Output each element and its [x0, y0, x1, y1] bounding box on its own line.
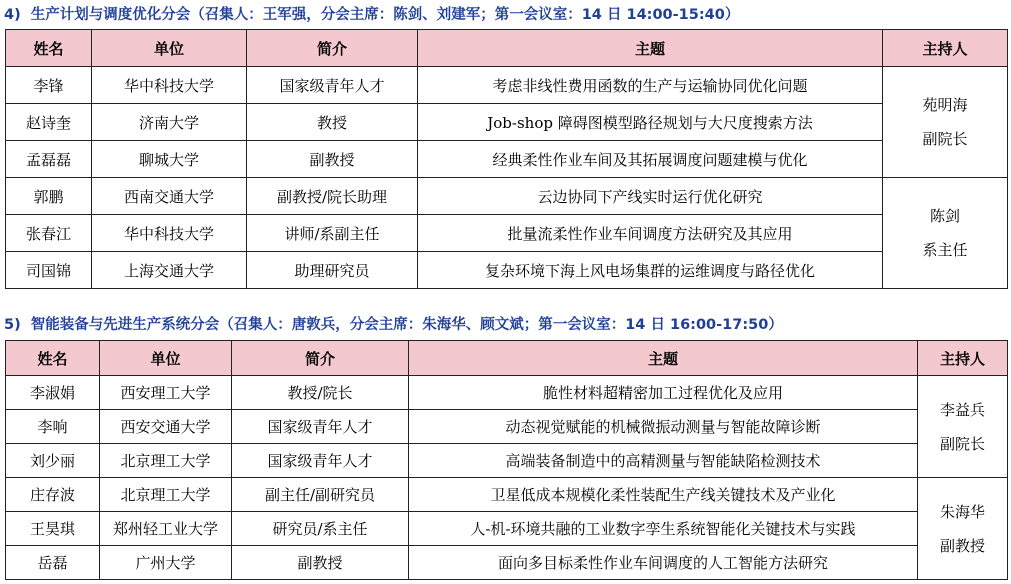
- table-row: [6, 444, 1008, 478]
- section-4-title: 生产计划与调度优化分会（召集人：王军强，分会主席：陈剑、刘建军；第一会议室：14 日 14:00-15:40）: [30, 7, 740, 23]
- speaker-name: 李淑娟: [6, 376, 100, 410]
- speaker-intro: 教授/院长: [232, 376, 409, 410]
- host-cell: [883, 67, 1008, 178]
- section-4-table: [5, 29, 1008, 289]
- host-name: 朱海华: [939, 502, 985, 521]
- speaker-topic: 批量流柔性作业车间调度方法研究及其应用: [418, 215, 883, 252]
- speaker-topic: 云边协同下产线实时运行优化研究: [418, 178, 883, 215]
- speaker-intro: 助理研究员: [247, 252, 418, 289]
- speaker-name: 岳磊: [6, 546, 100, 580]
- speaker-unit: 西安理工大学: [100, 376, 232, 410]
- speaker-unit: 华中科技大学: [92, 67, 247, 104]
- speaker-intro: 副主任/副研究员: [232, 478, 409, 512]
- section-5-table: [5, 340, 1008, 580]
- table-row: [6, 141, 1008, 178]
- speaker-intro: 国家级青年人才: [232, 444, 409, 478]
- speaker-name: 庄存波: [6, 478, 100, 512]
- speaker-unit: 上海交通大学: [92, 252, 247, 289]
- header-unit: 单位: [92, 30, 247, 67]
- host-role: 副院长: [939, 434, 985, 453]
- table-header-row: [6, 30, 1008, 67]
- speaker-topic: 高端装备制造中的高精测量与智能缺陷检测技术: [409, 444, 918, 478]
- speaker-intro: 教授: [247, 104, 418, 141]
- table-row: [6, 546, 1008, 580]
- speaker-unit: 北京理工大学: [100, 478, 232, 512]
- speaker-unit: 郑州轻工业大学: [100, 512, 232, 546]
- speaker-intro: 国家级青年人才: [247, 67, 418, 104]
- header-name: 姓名: [6, 341, 100, 376]
- section-5-title: 智能装备与先进生产系统分会（召集人：唐敦兵，分会主席：朱海华、顾文斌；第一会议室：14 日 16:00-17:50）: [30, 317, 783, 333]
- host-name: 陈剑: [929, 207, 960, 225]
- table-row: [6, 512, 1008, 546]
- speaker-name: 孟磊磊: [6, 141, 92, 178]
- host-cell: [918, 376, 1008, 478]
- speaker-intro: 研究员/系主任: [232, 512, 409, 546]
- speaker-intro: 国家级青年人才: [232, 410, 409, 444]
- host-role: 系主任: [922, 241, 968, 259]
- speaker-intro: 副教授: [232, 546, 409, 580]
- table-row: [6, 104, 1008, 141]
- speaker-name: 王昊琪: [6, 512, 100, 546]
- speaker-unit: 北京理工大学: [100, 444, 232, 478]
- table-row: [6, 178, 1008, 215]
- speaker-topic: 动态视觉赋能的机械微振动测量与智能故障诊断: [409, 410, 918, 444]
- speaker-unit: 济南大学: [92, 104, 247, 141]
- speaker-unit: 西安交通大学: [100, 410, 232, 444]
- speaker-name: 刘少丽: [6, 444, 100, 478]
- table-row: [6, 67, 1008, 104]
- section-5-number: 5): [4, 317, 21, 333]
- speaker-name: 赵诗奎: [6, 104, 92, 141]
- speaker-intro: 讲师/系副主任: [247, 215, 418, 252]
- host-name: 李益兵: [939, 400, 985, 419]
- speaker-name: 郭鹏: [6, 178, 92, 215]
- table-row: [6, 376, 1008, 410]
- speaker-topic: 面向多目标柔性作业车间调度的人工智能方法研究: [409, 546, 918, 580]
- section-4-number: 4): [4, 7, 21, 23]
- table-row: [6, 478, 1008, 512]
- table-row: [6, 252, 1008, 289]
- speaker-unit: 广州大学: [100, 546, 232, 580]
- speaker-topic: 经典柔性作业车间及其拓展调度问题建模与优化: [418, 141, 883, 178]
- speaker-intro: 副教授: [247, 141, 418, 178]
- speaker-intro: 副教授/院长助理: [247, 178, 418, 215]
- speaker-unit: 华中科技大学: [92, 215, 247, 252]
- header-host: 主持人: [918, 341, 1008, 376]
- header-intro: 简介: [247, 30, 418, 67]
- host-role: 副院长: [922, 130, 968, 148]
- speaker-topic: 考虑非线性费用函数的生产与运输协同优化问题: [418, 67, 883, 104]
- speaker-name: 李响: [6, 410, 100, 444]
- speaker-unit: 聊城大学: [92, 141, 247, 178]
- header-host: 主持人: [883, 30, 1008, 67]
- header-unit: 单位: [100, 341, 232, 376]
- host-cell: [883, 178, 1008, 289]
- section-5-heading: [4, 313, 783, 334]
- header-intro: 简介: [232, 341, 409, 376]
- host-cell: [918, 478, 1008, 580]
- speaker-name: 张春江: [6, 215, 92, 252]
- host-name: 苑明海: [922, 96, 968, 114]
- table-row: [6, 410, 1008, 444]
- table-row: [6, 215, 1008, 252]
- header-topic: 主题: [418, 30, 883, 67]
- speaker-topic: Job-shop 障碍图模型路径规划与大尺度搜索方法: [418, 104, 883, 141]
- speaker-name: 李锋: [6, 67, 92, 104]
- speaker-unit: 西南交通大学: [92, 178, 247, 215]
- speaker-topic: 卫星低成本规模化柔性装配生产线关键技术及产业化: [409, 478, 918, 512]
- speaker-name: 司国锦: [6, 252, 92, 289]
- header-name: 姓名: [6, 30, 92, 67]
- speaker-topic: 脆性材料超精密加工过程优化及应用: [409, 376, 918, 410]
- section-4-heading: [4, 3, 739, 24]
- header-topic: 主题: [409, 341, 918, 376]
- host-role: 副教授: [939, 536, 985, 555]
- table-header-row: [6, 341, 1008, 376]
- speaker-topic: 人-机-环境共融的工业数字孪生系统智能化关键技术与实践: [409, 512, 918, 546]
- speaker-topic: 复杂环境下海上风电场集群的运维调度与路径优化: [418, 252, 883, 289]
